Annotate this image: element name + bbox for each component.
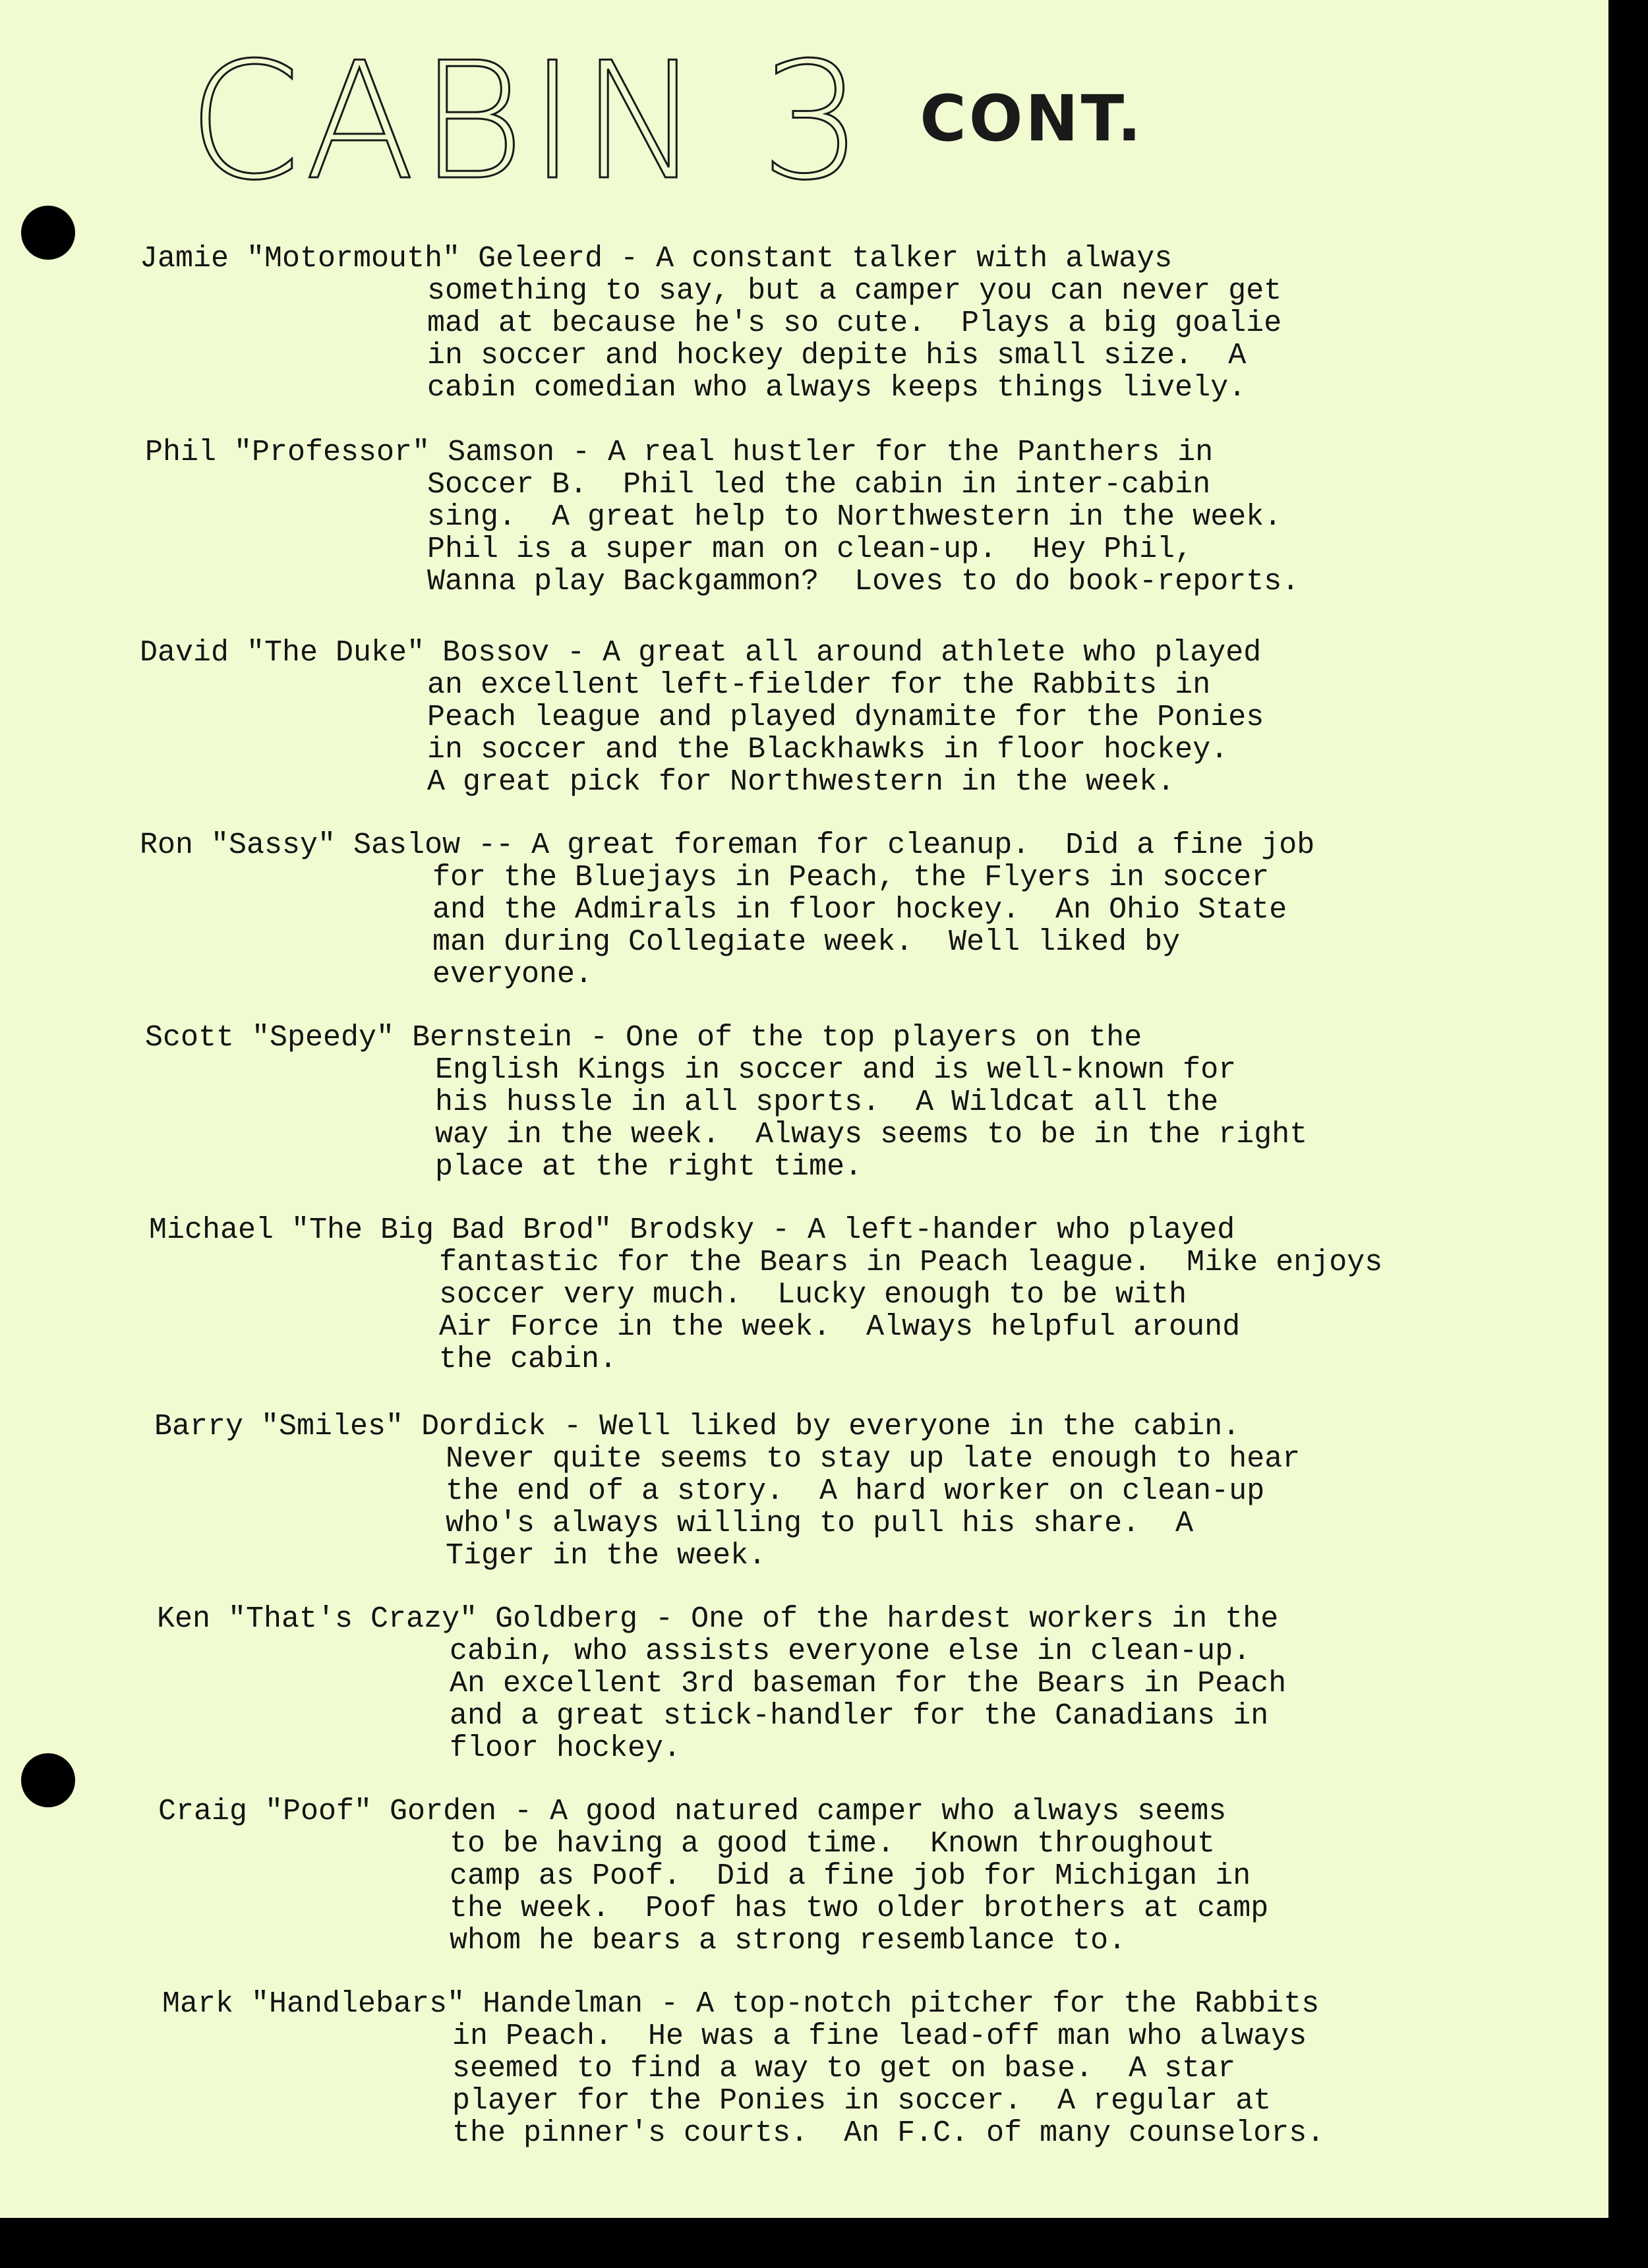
- camper-description-line: in soccer and hockey depite his small size. A: [427, 339, 1247, 372]
- camper-entry-first-line: [154, 1410, 1300, 1443]
- camper-description-line: and the Admirals in floor hockey. An Ohio State: [432, 893, 1287, 927]
- camper-name: Ron "Sassy" Saslow: [140, 829, 461, 862]
- camper-entry: [157, 1603, 1286, 1764]
- camper-entry-first-line: [162, 1988, 1324, 2020]
- camper-description: [157, 1635, 1286, 1764]
- punch-hole-bottom: [21, 1753, 75, 1807]
- camper-description-line: - Well liked by everyone in the cabin.: [564, 1410, 1241, 1443]
- camper-description-line: for the Bluejays in Peach, the Flyers in soccer: [432, 861, 1270, 894]
- camper-description: [140, 669, 1264, 798]
- camper-description: [145, 1054, 1307, 1183]
- camper-description-line: whom he bears a strong resemblance to.: [450, 1924, 1127, 1958]
- camper-description-line: to be having a good time. Known throughout: [450, 1827, 1216, 1861]
- camper-description-line: - One of the top players on the: [590, 1021, 1142, 1055]
- camper-description-line: - A good natured camper who always seems: [514, 1795, 1227, 1828]
- camper-description-line: who's always willing to pull his share. A: [446, 1507, 1194, 1540]
- camper-entry: [149, 1214, 1382, 1376]
- camper-description-line: - A great all around athlete who played: [567, 636, 1262, 670]
- camper-entry-first-line: [157, 1603, 1286, 1635]
- camper-entry: [140, 829, 1314, 991]
- camper-description-line: and a great stick-handler for the Canadians in: [450, 1699, 1269, 1733]
- camper-name: Scott "Speedy" Bernstein: [145, 1021, 573, 1055]
- camper-entry-first-line: [145, 436, 1299, 469]
- camper-description-line: the week. Poof has two older brothers at camp: [450, 1892, 1269, 1925]
- camper-name: Michael "The Big Bad Brod" Brodsky: [149, 1213, 755, 1247]
- camper-description-line: mad at because he's so cute. Plays a big goalie: [427, 306, 1282, 340]
- camper-description-line: in Peach. He was a fine lead-off man who always: [452, 2020, 1307, 2053]
- camper-description-line: Tiger in the week.: [446, 1539, 767, 1573]
- camper-entry: [145, 1022, 1307, 1183]
- camper-entry: [140, 637, 1264, 798]
- camper-name: Barry "Smiles" Dordick: [154, 1410, 546, 1443]
- camper-description-line: an excellent left-fielder for the Rabbits in: [427, 668, 1211, 702]
- camper-description-line: sing. A great help to Northwestern in the week.: [427, 500, 1282, 534]
- camper-description-line: - A real hustler for the Panthers in: [572, 436, 1214, 469]
- camper-description-line: An excellent 3rd baseman for the Bears in Peach: [450, 1667, 1287, 1701]
- camper-description-line: the pinner's courts. An F.C. of many counselors.: [452, 2116, 1325, 2150]
- camper-description-line: everyone.: [432, 958, 593, 991]
- camper-description-line: seemed to find a way to get on base. A star: [452, 2052, 1236, 2085]
- camper-description-line: man during Collegiate week. Well liked by: [432, 925, 1181, 959]
- camper-description-line: - A constant talker with always: [620, 242, 1173, 276]
- camper-description-line: place at the right time.: [435, 1150, 863, 1184]
- camper-description: [140, 275, 1281, 404]
- camper-description-line: cabin comedian who always keeps things lively.: [427, 371, 1247, 405]
- camper-entry: [145, 436, 1299, 598]
- camper-description-line: Wanna play Backgammon? Loves to do book-reports.: [427, 565, 1300, 598]
- camper-description: [162, 2020, 1324, 2149]
- camper-entry-first-line: [145, 1022, 1307, 1054]
- title-suffix: CONT.: [920, 82, 1144, 156]
- camper-description-line: in soccer and the Blackhawks in floor hockey.: [427, 733, 1229, 767]
- camper-description-line: A great pick for Northwestern in the week.: [427, 765, 1175, 799]
- camper-entry: [154, 1410, 1300, 1572]
- camper-description-line: English Kings in soccer and is well-known for: [435, 1053, 1237, 1087]
- camper-description-line: Never quite seems to stay up late enough to hear: [446, 1442, 1301, 1476]
- camper-description-line: - One of the hardest workers in the: [655, 1602, 1279, 1636]
- camper-entry: [162, 1988, 1324, 2149]
- camper-description-line: the end of a story. A hard worker on clean-up: [446, 1474, 1265, 1508]
- camper-description-line: Air Force in the week. Always helpful around: [439, 1310, 1241, 1344]
- camper-name: Phil "Professor" Samson: [145, 436, 555, 469]
- camper-entry: [140, 243, 1281, 404]
- camper-description: [140, 861, 1314, 991]
- camper-entry: [158, 1795, 1268, 1957]
- camper-description-line: way in the week. Always seems to be in the right: [435, 1118, 1308, 1151]
- camper-description-line: Peach league and played dynamite for the Ponies: [427, 701, 1264, 734]
- page-title: [188, 28, 1144, 225]
- camper-description: [145, 469, 1299, 598]
- camper-entry-first-line: [140, 829, 1314, 861]
- camper-name: Mark "Handlebars" Handelman: [162, 1987, 643, 2021]
- camper-description-line: Soccer B. Phil led the cabin in inter-cabin: [427, 468, 1211, 502]
- camper-description-line: cabin, who assists everyone else in clean-up.: [450, 1635, 1251, 1668]
- camper-name: Jamie "Motormouth" Geleerd: [140, 242, 603, 276]
- camper-description: [154, 1443, 1300, 1572]
- camper-name: Craig "Poof" Gorden: [158, 1795, 497, 1828]
- camper-description-line: his hussle in all sports. A Wildcat all the: [435, 1086, 1219, 1119]
- camper-description: [158, 1828, 1268, 1957]
- camper-description-line: the cabin.: [439, 1343, 618, 1376]
- camper-description-line: camp as Poof. Did a fine job for Michigan in: [450, 1859, 1251, 1893]
- camper-entry-first-line: [140, 243, 1281, 275]
- camper-entry-first-line: [140, 637, 1264, 669]
- camper-description-line: something to say, but a camper you can never get: [427, 274, 1282, 308]
- camper-name: David "The Duke" Bossov: [140, 636, 550, 670]
- camper-description-line: - A left-hander who played: [772, 1213, 1235, 1247]
- camper-entry-first-line: [158, 1795, 1268, 1828]
- punch-hole-top: [21, 206, 75, 260]
- camper-description-line: fantastic for the Bears in Peach league. Mike enjoys: [439, 1246, 1383, 1279]
- camper-description-line: soccer very much. Lucky enough to be with: [439, 1278, 1187, 1312]
- scan-border: [1608, 0, 1648, 2268]
- title-main: CABIN 3: [188, 28, 868, 216]
- camper-description-line: player for the Ponies in soccer. A regular at: [452, 2084, 1272, 2118]
- camper-description-line: Phil is a super man on clean-up. Hey Phil,: [427, 533, 1193, 566]
- camper-name: Ken "That's Crazy" Goldberg: [157, 1602, 638, 1636]
- camper-entry-first-line: [149, 1214, 1382, 1246]
- camper-description: [149, 1246, 1382, 1376]
- camper-description-line: floor hockey.: [450, 1731, 682, 1765]
- camper-description-line: - A top-notch pitcher for the Rabbits: [661, 1987, 1320, 2021]
- camper-description-line: -- A great foreman for cleanup. Did a fine job: [478, 829, 1315, 862]
